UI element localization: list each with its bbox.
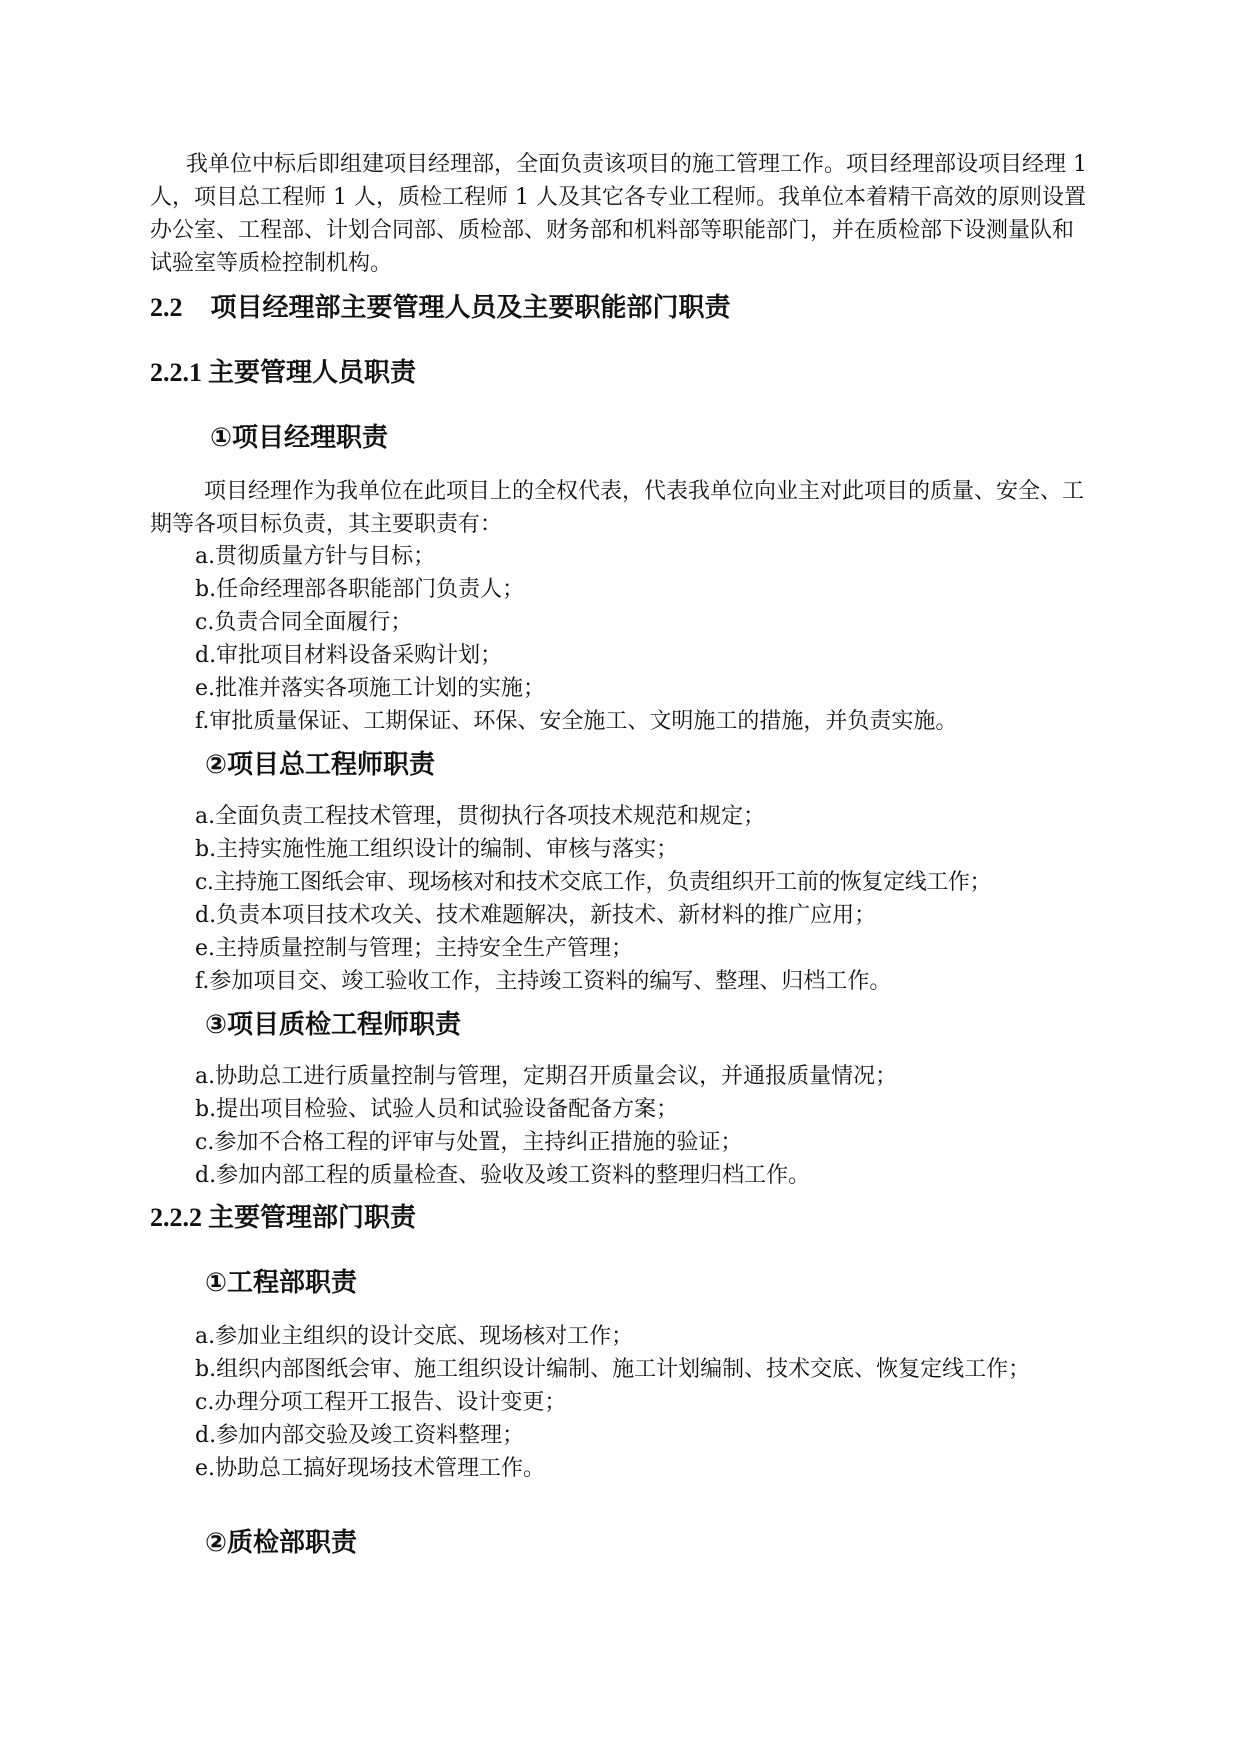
qc-engineer-duties-list xyxy=(150,1060,1095,1192)
section-title: 项目经理部主要管理人员及主要职能部门职责 xyxy=(210,293,731,323)
section-title: 主要管理人员职责 xyxy=(208,358,417,388)
engineering-dept-duties-heading: ①工程部职责 xyxy=(205,1268,358,1298)
pm-duties-list xyxy=(150,540,1095,738)
qc-dept-duties-heading: ②质检部职责 xyxy=(205,1528,358,1558)
list-item: c.主持施工图纸会审、现场核对和技术交底工作，负责组织开工前的恢复定线工作； xyxy=(195,870,992,895)
list-item: d.参加内部工程的质量检查、验收及竣工资料的整理归档工作。 xyxy=(195,1163,811,1188)
engineering-dept-duties-list xyxy=(150,1320,1095,1485)
list-item: d.参加内部交验及竣工资料整理； xyxy=(195,1423,525,1448)
pm-duties-heading: ①项目经理职责 xyxy=(210,423,389,453)
list-item: a.参加业主组织的设计交底、现场核对工作； xyxy=(195,1324,634,1349)
list-item: e.主持质量控制与管理；主持安全生产管理； xyxy=(195,936,634,961)
chief-engineer-duties-heading: ②项目总工程师职责 xyxy=(205,750,436,780)
list-item: d.审批项目材料设备采购计划； xyxy=(195,643,503,668)
list-item: b.提出项目检验、试验人员和试验设备配备方案； xyxy=(195,1097,679,1122)
intro-paragraph: 我单位中标后即组建项目经理部，全面负责该项目的施工管理工作。项目经理部设项目经理 1 人，项目总工程师 1 人，质检工程师 1 人及其它各专业工程师。我单位本着精干高效的原则设置办公室、工程部、计划合同部、质检部、财务部和机料部等职能部门，并在质检部下设测量队和试验室等质检控制机构。 xyxy=(150,152,1087,276)
section-number: 2.2 xyxy=(150,293,183,322)
list-item: c.负责合同全面履行； xyxy=(195,610,413,635)
list-item: a.协助总工进行质量控制与管理，定期召开质量会议，并通报质量情况； xyxy=(195,1064,898,1089)
section-title: 主要管理部门职责 xyxy=(208,1203,417,1233)
list-item: b.任命经理部各职能部门负责人； xyxy=(195,577,525,602)
list-item: b.组织内部图纸会审、施工组织设计编制、施工计划编制、技术交底、恢复定线工作； xyxy=(195,1357,1031,1382)
chief-engineer-duties-list xyxy=(150,800,1095,998)
pm-intro-paragraph: 项目经理作为我单位在此项目上的全权代表，代表我单位向业主对此项目的质量、安全、工期等各项目标负责，其主要职责有： xyxy=(150,479,1085,537)
section-2-2-heading xyxy=(150,290,731,326)
list-item: f.参加项目交、竣工验收工作，主持竣工资料的编写、整理、归档工作。 xyxy=(195,969,892,994)
list-item: c.参加不合格工程的评审与处置，主持纠正措施的验证； xyxy=(195,1130,743,1155)
list-item: b.主持实施性施工组织设计的编制、审核与落实； xyxy=(195,837,679,862)
list-item: a.全面负责工程技术管理，贯彻执行各项技术规范和规定； xyxy=(195,804,766,829)
section-number: 2.2.1 xyxy=(150,358,202,387)
section-2-2-1-heading xyxy=(150,355,416,391)
section-2-2-2-heading xyxy=(150,1200,416,1236)
list-item: e.批准并落实各项施工计划的实施； xyxy=(195,676,546,701)
list-item: a.贯彻质量方针与目标； xyxy=(195,544,436,569)
section-number: 2.2.2 xyxy=(150,1203,202,1232)
list-item: d.负责本项目技术攻关、技术难题解决，新技术、新材料的推广应用； xyxy=(195,903,877,928)
list-item: e.协助总工搞好现场技术管理工作。 xyxy=(195,1456,546,1481)
list-item: c.办理分项工程开工报告、设计变更； xyxy=(195,1390,567,1415)
qc-engineer-duties-heading: ③项目质检工程师职责 xyxy=(205,1010,462,1040)
list-item: f.审批质量保证、工期保证、环保、安全施工、文明施工的措施，并负责实施。 xyxy=(195,709,958,734)
